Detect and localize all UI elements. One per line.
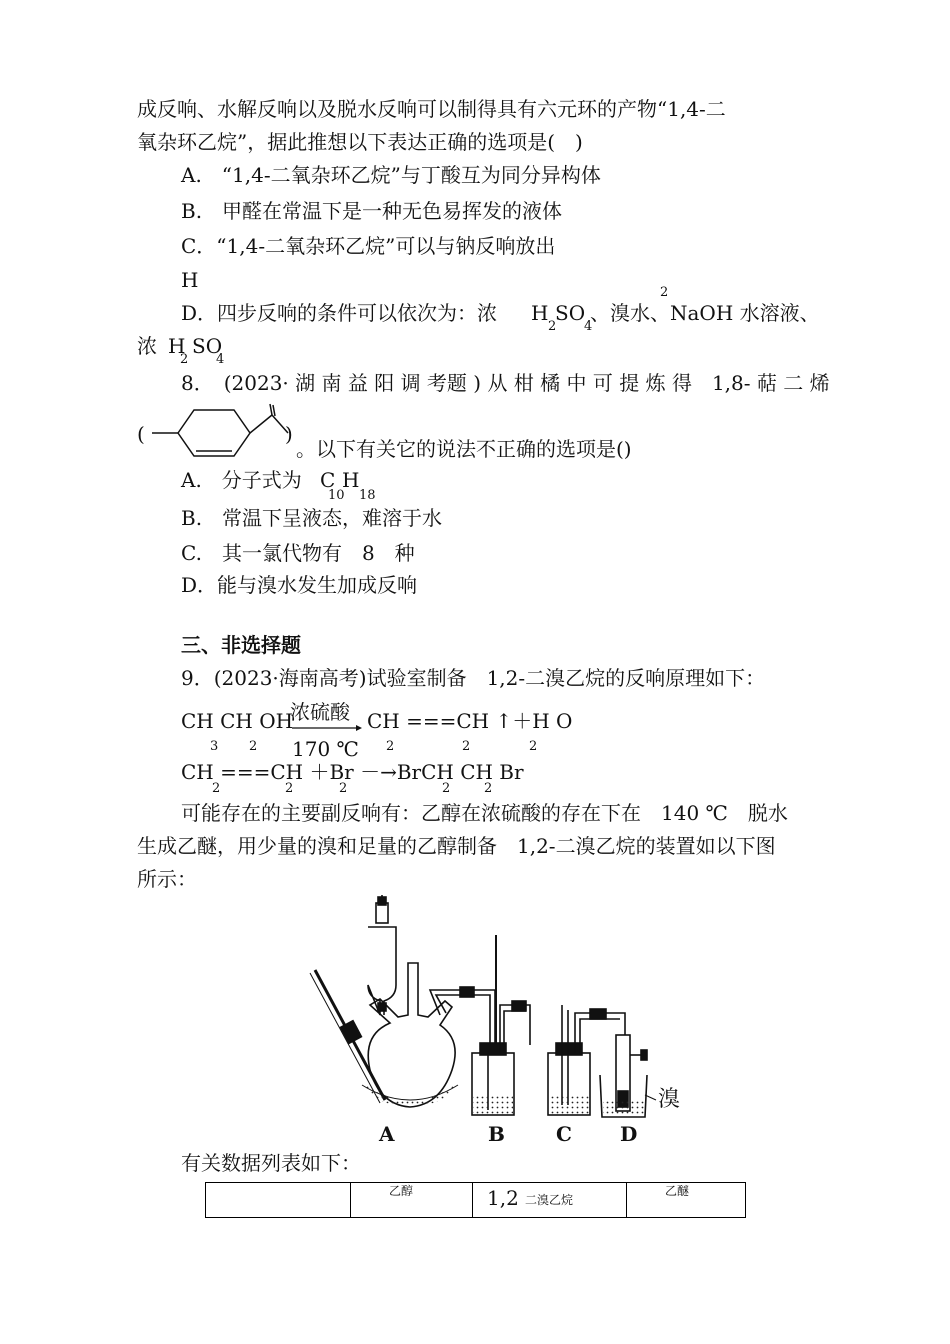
q7-option-d-line2: 浓 bbox=[137, 334, 157, 358]
apparatus-diagram bbox=[300, 895, 700, 1155]
q9-eq1-cond-top: 浓硫酸 bbox=[290, 700, 350, 724]
q7-stem-line1: 成反响、水解反响以及脱水反响可以制得具有六元环的产物“1,4-二 bbox=[137, 97, 726, 121]
apparatus-label-d: D bbox=[620, 1122, 638, 1146]
q7-option-d2-so: SO bbox=[192, 334, 223, 358]
apparatus-label-c: C bbox=[556, 1122, 572, 1146]
table-header-ether: 乙醚 bbox=[665, 1184, 690, 1198]
q8-option-a-c-sub: 10 bbox=[328, 488, 345, 503]
q9-side-line2: 生成乙醚，用少量的溴和足量的乙醇制备 1,2-二溴乙烷的装置如以下图 bbox=[137, 834, 776, 858]
data-table bbox=[205, 1182, 746, 1218]
q7-stem-line2: 氧杂环乙烷”，据此推想以下表达正确的选项是( ) bbox=[137, 130, 583, 154]
q8-paren-open: ( bbox=[137, 422, 145, 446]
q9-side-line1: 可能存在的主要副反响有：乙醇在浓硫酸的存在下在 140 ℃ 脱水 bbox=[181, 801, 788, 825]
q9-eq1-arrow bbox=[292, 724, 362, 732]
q9-stem: 9．(2023·海南高考)试验室制备 1,2-二溴乙烷的反响原理如下： bbox=[181, 666, 766, 690]
q8-option-a-text: A. 分子式为 bbox=[181, 468, 302, 492]
q8-option-c: C. 其一氯代物有 8 种 bbox=[181, 541, 415, 565]
q8-tail: 。以下有关它的说法不正确的选项是() bbox=[296, 437, 632, 461]
table-cell-empty bbox=[206, 1183, 351, 1217]
q7-option-d2-sub2: 2 bbox=[180, 352, 189, 367]
q8-option-b: B. 常温下呈液态，难溶于水 bbox=[181, 506, 443, 530]
q8-option-a-c: C bbox=[320, 468, 336, 492]
limonene-structure bbox=[150, 402, 290, 462]
table-cell-ethanol bbox=[351, 1183, 473, 1217]
q7-option-d-part1: D．四步反响的条件可以依次为：浓 bbox=[181, 301, 498, 325]
q7-option-d-so: SO bbox=[555, 301, 586, 325]
q9-side-line3: 所示： bbox=[137, 867, 197, 891]
q9-eq2-sub-3: 2 bbox=[339, 781, 348, 796]
q8-option-a-h-sub: 18 bbox=[359, 488, 376, 503]
q9-eq1-sub-2b: 2 bbox=[386, 739, 395, 754]
table-intro: 有关数据列表如下： bbox=[181, 1151, 361, 1175]
table-header-dibromoethane-num: 1,2 bbox=[487, 1186, 519, 1210]
q9-eq1-sub-2d: 2 bbox=[529, 739, 538, 754]
bromine-label: 溴 bbox=[658, 1087, 681, 1112]
q7-option-d-h: H bbox=[531, 301, 549, 325]
table-cell-ether bbox=[627, 1183, 745, 1217]
q9-eq2: CH ===CH ＋Br －→BrCH CH Br bbox=[181, 760, 524, 784]
apparatus-label-a: A bbox=[379, 1122, 395, 1146]
q7-option-d-sub4: 4 bbox=[584, 319, 593, 334]
q9-eq2-sub-5: 2 bbox=[484, 781, 493, 796]
q7-option-d-part2: 、溴水、NaOH 水溶液、 bbox=[590, 301, 820, 325]
q9-eq2-sub-1: 2 bbox=[212, 781, 221, 796]
q9-eq1-sub-2c: 2 bbox=[462, 739, 471, 754]
q7-option-c-h-sub: 2 bbox=[660, 285, 669, 300]
q8-paren-close: ) bbox=[285, 422, 293, 446]
q9-eq2-sub-2: 2 bbox=[285, 781, 294, 796]
q9-eq1-sub-3: 3 bbox=[210, 739, 219, 754]
q8-option-a-h: H bbox=[342, 468, 360, 492]
apparatus-label-b: B bbox=[488, 1122, 505, 1146]
section-title: 三、非选择题 bbox=[181, 633, 301, 657]
q7-option-a: A. “1,4-二氧杂环乙烷”与丁酸互为同分异构体 bbox=[181, 163, 601, 187]
q7-option-c-h: H bbox=[181, 268, 199, 292]
q9-eq1-left: CH CH OH bbox=[181, 709, 294, 733]
table-cell-dibromoethane bbox=[473, 1183, 627, 1217]
q7-option-d-sub2: 2 bbox=[548, 319, 557, 334]
q8-stem: 8． (2023· 湖 南 益 阳 调 考题 ) 从 柑 橘 中 可 提 炼 得 1,8- 萜 二 烯 bbox=[181, 371, 830, 395]
q7-option-d2-h: H bbox=[168, 334, 186, 358]
q9-eq2-sub-4: 2 bbox=[442, 781, 451, 796]
q9-eq1-sub-2a: 2 bbox=[249, 739, 258, 754]
table-header-dibromoethane-name: 二溴乙烷 bbox=[525, 1193, 574, 1207]
q9-eq1-right: CH ===CH ↑＋H O bbox=[367, 709, 573, 733]
q7-option-c: C．“1,4-二氧杂环乙烷”可以与钠反响放出 bbox=[181, 234, 556, 258]
q7-option-d2-sub4: 4 bbox=[216, 352, 225, 367]
q9-eq1-cond-bottom: 170 ℃ bbox=[292, 737, 359, 761]
q8-option-d: D．能与溴水发生加成反响 bbox=[181, 573, 418, 597]
table-header-ethanol: 乙醇 bbox=[389, 1184, 414, 1198]
q7-option-b: B. 甲醛在常温下是一种无色易挥发的液体 bbox=[181, 199, 563, 223]
